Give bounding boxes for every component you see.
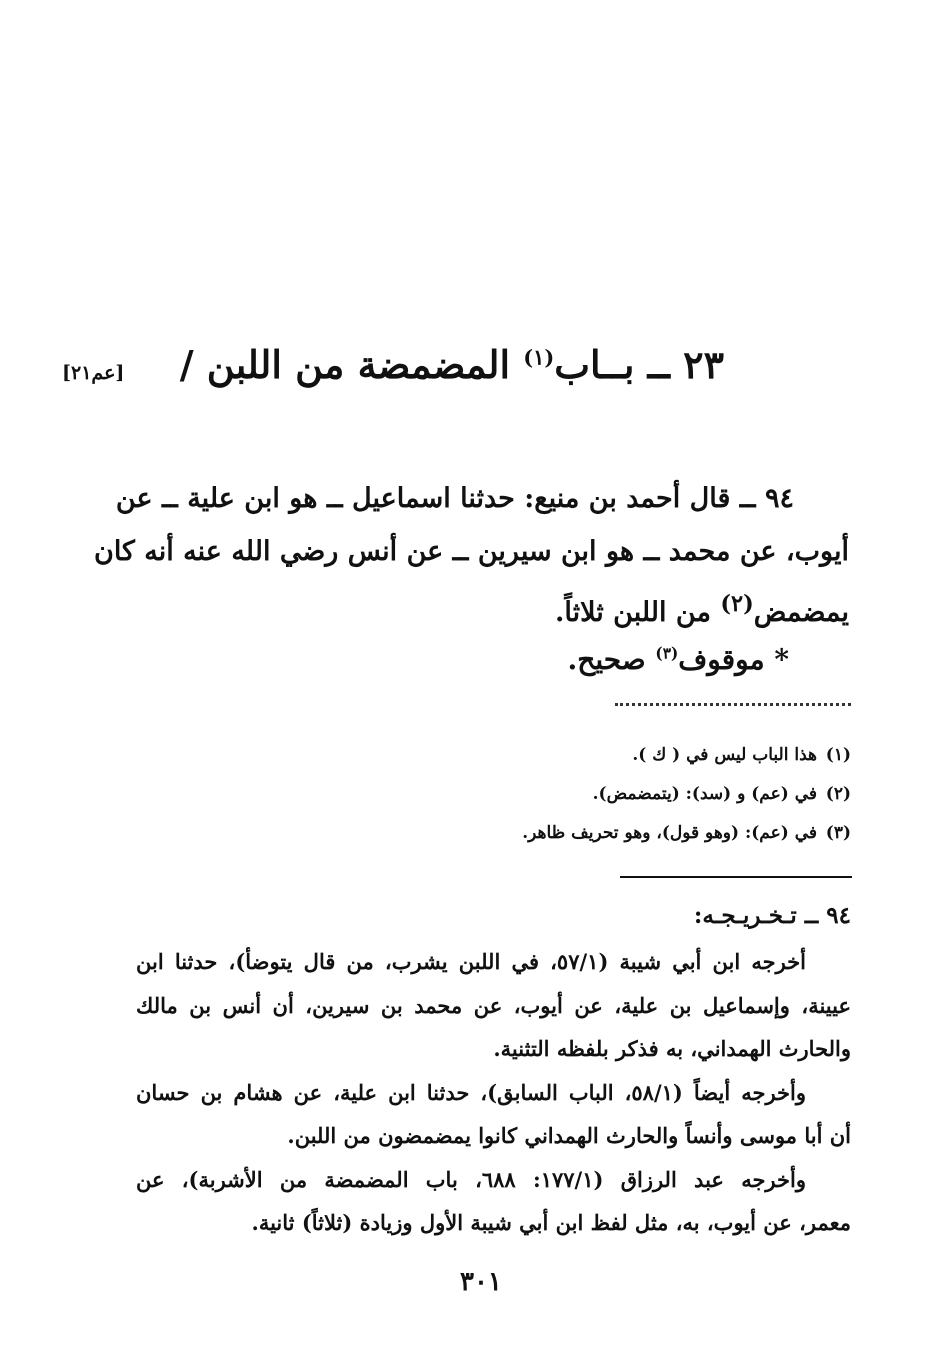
takhrij-line: وأخرجه أيضاً (٥٨/١، الباب السابق)، حدثنا ابن علية، عن هشام بن حسان	[136, 1079, 806, 1105]
chapter-title-rest: المضمضة من اللبن /	[179, 342, 524, 387]
verdict-before: * موقوف	[678, 643, 789, 676]
footnote-number: (٢)	[825, 784, 851, 804]
footnotes	[131, 736, 851, 853]
footnote-ref-3: (٣)	[655, 644, 679, 663]
footnote-text: هذا الباب ليس في ( ك ).	[632, 745, 817, 765]
footnote-ref-2: (٢)	[720, 591, 754, 617]
takhrij-line: أن أبا موسى وأنساً والحارث الهمداني كانوا يمضمضون من اللبن.	[287, 1123, 851, 1148]
hadith-line-3-after: من اللبن ثلاثاً.	[555, 597, 721, 628]
takhrij-line: معمر، عن أيوب، به، مثل لفظ ابن أبي شيبة الأول وزيادة (ثلاثاً) ثانية.	[251, 1210, 851, 1235]
footnote-number: (١)	[825, 745, 851, 765]
takhrij-title: ٩٤ ــ تـخـريـجـه:	[693, 902, 851, 929]
takhrij-line: وأخرجه عبد الرزاق (١٧٧/١: ٦٨٨، باب المضمضة من الأشربة)، عن	[136, 1166, 806, 1192]
hadith-text	[93, 472, 849, 639]
hadith-line-1: ٩٤ ــ قال أحمد بن منيع: حدثنا اسماعيل ــ هو ابن علية ــ عن	[115, 483, 794, 514]
hadith-line-2: أيوب، عن محمد ــ هو ابن سيرين ــ عن أنس رضي الله عنه أنه كان	[93, 536, 849, 567]
hadith-verdict	[568, 632, 789, 688]
takhrij-line: عيينة، وإسماعيل بن علية، عن أيوب، عن محمد بن سيرين، أن أنس بن مالك	[136, 992, 851, 1018]
footnote-separator	[615, 703, 851, 706]
hadith-line-3-before: يمضمض	[753, 597, 849, 628]
footnote-ref-1: (١)	[523, 344, 555, 370]
takhrij-text	[136, 940, 851, 1245]
footnote-text: في (عم): (وهو قول)، وهو تحريف ظاهر.	[522, 823, 817, 843]
footnote-1	[131, 736, 851, 775]
chapter-title-main: ٢٣ ــ بــاب	[554, 342, 724, 387]
footnote-3	[131, 814, 851, 853]
footnote-2	[131, 775, 851, 814]
takhrij-line: والحارث الهمداني، به فذكر بلفظه التثنية.	[493, 1036, 851, 1061]
verdict-after: صحيح.	[567, 643, 656, 676]
footnote-number: (٣)	[825, 823, 851, 843]
page-number: ٣٠١	[460, 1267, 502, 1297]
footnote-text: في (عم) و (سد): (يتمضمض).	[592, 784, 817, 804]
edition-marker: [عم٢١]	[62, 362, 125, 384]
section-divider	[620, 876, 852, 878]
hadith-line-3	[129, 578, 849, 639]
chapter-heading	[164, 335, 724, 395]
takhrij-line: أخرجه ابن أبي شيبة (٥٧/١، في اللبن يشرب، من قال يتوضأ)، حدثنا ابن	[136, 949, 807, 974]
